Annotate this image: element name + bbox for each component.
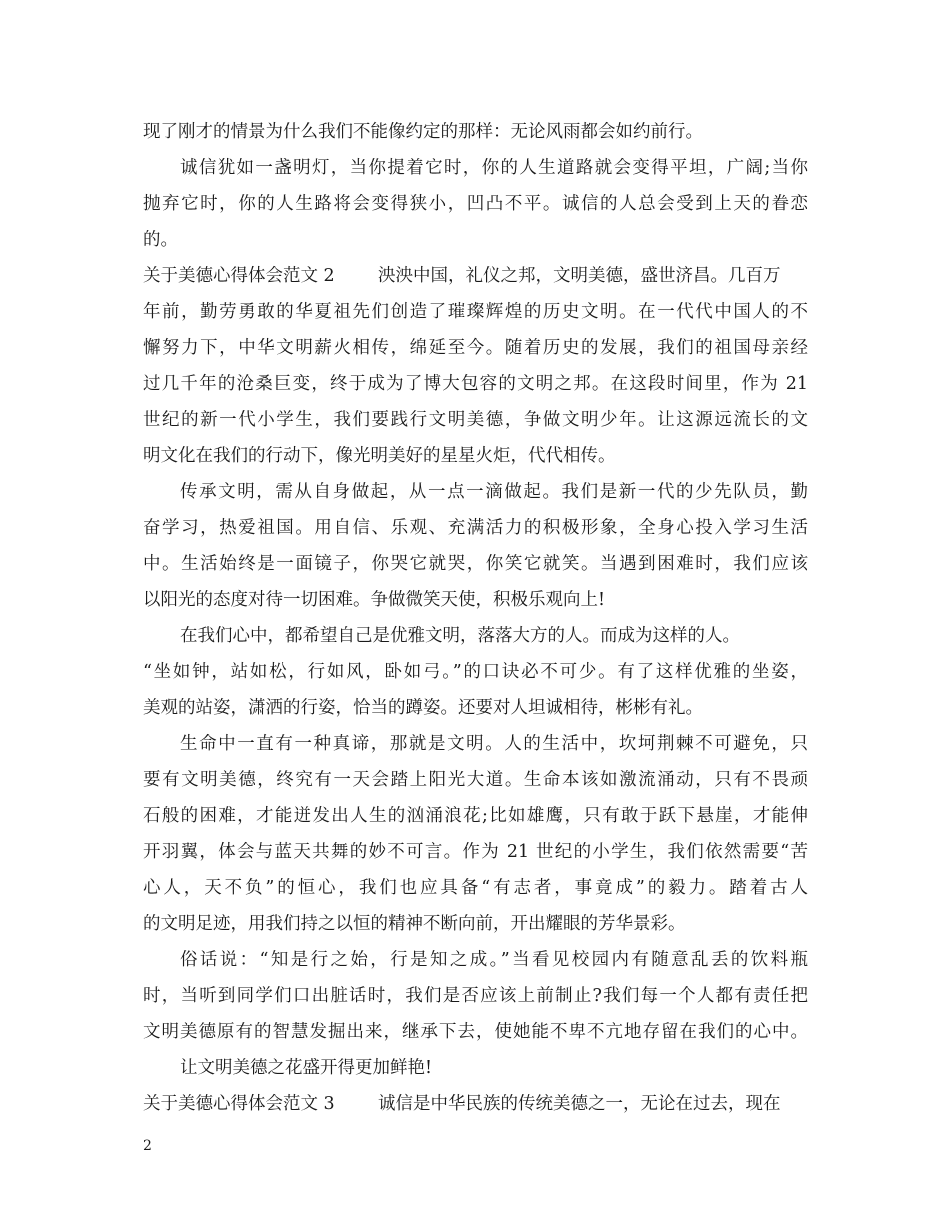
section-heading: 关于美德心得体会范文 2: [143, 266, 335, 286]
text-line: “坐如钟，站如松，行如风，卧如弓。”的口诀必不可少。有了这样优雅的坐姿，: [143, 662, 808, 682]
text-line: 美观的站姿，潇洒的行姿，恰当的蹲姿。还要对人坦诚相待，彬彬有礼。: [143, 698, 703, 718]
section-heading: 关于美德心得体会范文 3: [143, 1094, 335, 1114]
text-line: 俗话说：“知是行之始，行是知之成。”当看见校园内有随意乱丢的饮料瓶: [180, 950, 808, 970]
text-line: 生命中一直有一种真谛，那就是文明。人的生活中，坎坷荆棘不可避免，只: [180, 734, 808, 754]
text-line: 懈努力下，中华文明薪火相传，绵延至今。随着历史的发展，我们的祖国母亲经: [143, 338, 808, 358]
text-line: 在我们心中，都希望自己是优雅文明，落落大方的人。而成为这样的人。: [180, 626, 740, 646]
text-line: 的。: [143, 230, 178, 250]
text-line: 世纪的新一代小学生，我们要践行文明美德，争做文明少年。让这源远流长的文: [143, 410, 808, 430]
text-line: 诚信犹如一盏明灯，当你提着它时，你的人生道路就会变得平坦，广阔;当你: [180, 158, 808, 178]
text-line: 心人，天不负”的恒心，我们也应具备“有志者，事竟成”的毅力。踏着古人: [143, 878, 808, 898]
text-line: 文明美德原有的智慧发掘出来，继承下去，使她能不卑不亢地存留在我们的心中。: [143, 1022, 808, 1042]
text-line: 让文明美德之花盛开得更加鲜艳!: [180, 1058, 433, 1078]
text-line: 泱泱中国，礼仪之邦，文明美德，盛世济昌。几百万: [378, 266, 781, 286]
text-line: 要有文明美德，终究有一天会踏上阳光大道。生命本该如激流涌动，只有不畏顽: [143, 770, 808, 790]
text-line: 年前，勤劳勇敢的华夏祖先们创造了璀璨辉煌的历史文明。在一代代中国人的不: [143, 302, 808, 322]
text-line: 现了刚才的情景为什么我们不能像约定的那样：无论风雨都会如约前行。: [143, 122, 703, 142]
text-line: 抛弃它时，你的人生路将会变得狭小，凹凸不平。诚信的人总会受到上天的眷恋: [143, 194, 808, 214]
page-number: 2: [143, 1138, 152, 1154]
text-line: 石般的困难，才能迸发出人生的汹涌浪花;比如雄鹰，只有敢于跃下悬崖，才能伸: [143, 806, 808, 826]
section-heading-line: [143, 1086, 808, 1122]
text-line: 以阳光的态度对待一切困难。争做微笑天使，积极乐观向上!: [143, 590, 606, 610]
text-line: 过几千年的沧桑巨变，终于成为了博大包容的文明之邦。在这段时间里，作为 21: [143, 374, 808, 394]
text-line: 的文明足迹，用我们持之以恒的精神不断向前，开出耀眼的芳华景彩。: [143, 914, 686, 934]
text-line: 开羽翼，体会与蓝天共舞的妙不可言。作为 21 世纪的小学生，我们依然需要“苦: [143, 842, 808, 862]
text-line: 传承文明，需从自身做起，从一点一滴做起。我们是新一代的少先队员，勤: [180, 482, 808, 502]
text-line: 诚信是中华民族的传统美德之一，无论在过去，现在: [378, 1094, 781, 1114]
text-line: 中。生活始终是一面镜子，你哭它就哭，你笑它就笑。当遇到困难时，我们应该: [143, 554, 808, 574]
text-line: 明文化在我们的行动下，像光明美好的星星火炬，代代相传。: [143, 446, 616, 466]
text-line: 时，当听到同学们口出脏话时，我们是否应该上前制止?我们每一个人都有责任把: [143, 986, 808, 1006]
text-line: 奋学习，热爱祖国。用自信、乐观、充满活力的积极形象，全身心投入学习生活: [143, 518, 808, 538]
section-heading-line: [143, 258, 808, 294]
